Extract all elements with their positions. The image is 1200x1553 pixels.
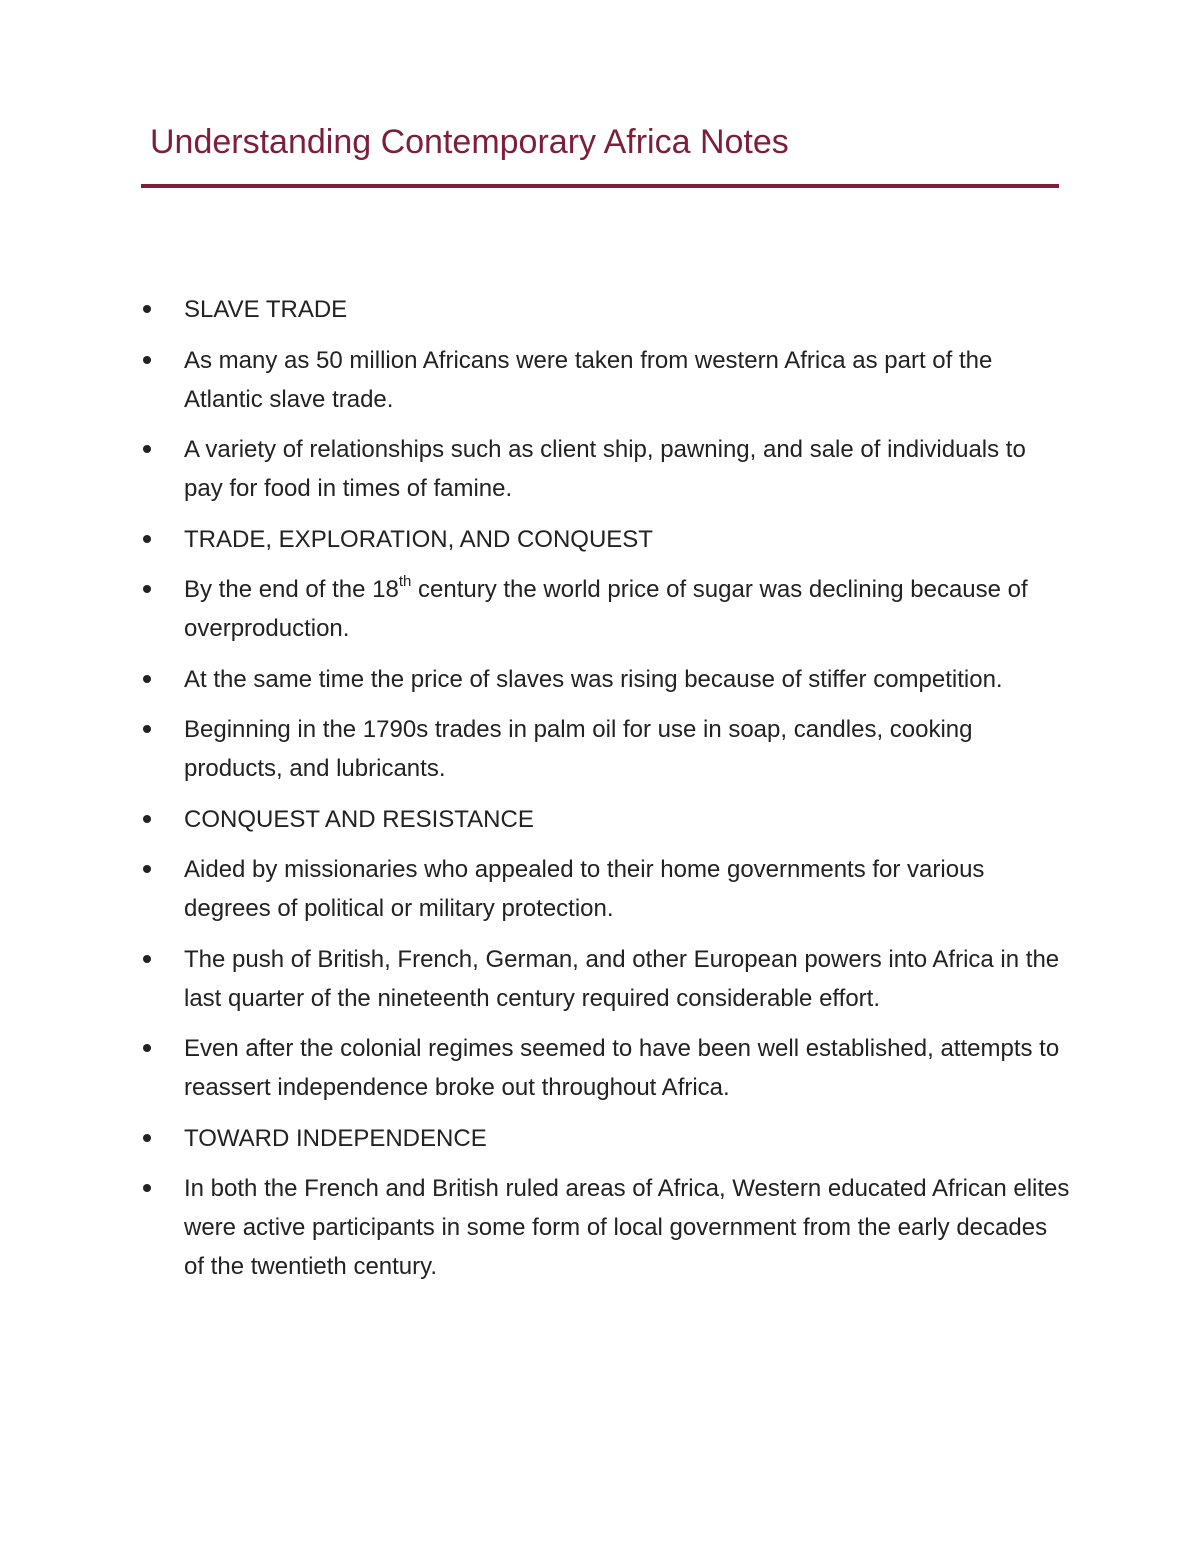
title-divider — [141, 184, 1059, 188]
bullet-icon — [143, 1184, 151, 1192]
page-title: Understanding Contemporary Africa Notes — [150, 123, 789, 161]
note-text: Even after the colonial regimes seemed to have been well established, attempts to reassert independence broke out throughout Africa. — [184, 1035, 1060, 1101]
note-text: At the same time the price of slaves was rising because of stiffer competition. — [184, 665, 1003, 693]
notes-list — [0, 290, 1200, 1298]
note-text: Beginning in the 1790s trades in palm oil for use in soap, candles, cooking products, and lubricants. — [184, 716, 973, 782]
section-heading-trade-exploration-conquest: TRADE, EXPLORATION, AND CONQUEST — [184, 525, 653, 553]
list-item — [0, 430, 1200, 508]
note-text-sugar-price — [184, 570, 1070, 648]
bullet-icon — [143, 865, 151, 873]
list-item — [0, 710, 1200, 788]
list-item — [0, 1029, 1200, 1107]
list-item — [0, 520, 1200, 559]
bullet-icon — [143, 305, 151, 313]
list-item — [0, 940, 1200, 1018]
bullet-icon — [143, 815, 151, 823]
note-text-part: century the world price of sugar was declining because of overproduction. — [184, 576, 1028, 642]
list-item — [0, 290, 1200, 329]
list-item — [0, 660, 1200, 699]
bullet-icon — [143, 675, 151, 683]
list-item — [0, 1119, 1200, 1158]
note-text: As many as 50 million Africans were taken from western Africa as part of the Atlantic slave trade. — [184, 346, 993, 413]
bullet-icon — [143, 585, 151, 593]
bullet-icon — [143, 535, 151, 543]
bullet-icon — [143, 356, 151, 364]
bullet-icon — [143, 1044, 151, 1052]
note-text-part: By the end of the 18 — [184, 576, 399, 603]
section-heading-conquest-resistance: CONQUEST AND RESISTANCE — [184, 805, 534, 833]
list-item — [0, 800, 1200, 839]
list-item — [0, 570, 1200, 648]
list-item — [0, 341, 1200, 419]
bullet-icon — [143, 1134, 151, 1142]
section-heading-toward-independence: TOWARD INDEPENDENCE — [184, 1124, 487, 1152]
note-text: A variety of relationships such as client ship, pawning, and sale of individuals to pay for food in times of famine. — [184, 436, 1026, 502]
ordinal-superscript: th — [398, 573, 412, 590]
list-item — [0, 850, 1200, 928]
note-text: The push of British, French, German, and other European powers into Africa in the last quarter of the nineteenth century required considerable effort. — [184, 945, 1060, 1012]
note-text: In both the French and British ruled areas of Africa, Western educated African elites were active participants in some form of local government from the early decades of the twentieth century. — [184, 1175, 1070, 1280]
note-text: Aided by missionaries who appealed to their home governments for various degrees of political or military protection. — [184, 856, 985, 922]
bullet-icon — [143, 445, 151, 453]
bullet-icon — [143, 955, 151, 963]
bullet-icon — [143, 725, 151, 733]
list-item — [0, 1169, 1200, 1286]
section-heading-slave-trade: SLAVE TRADE — [184, 296, 348, 323]
